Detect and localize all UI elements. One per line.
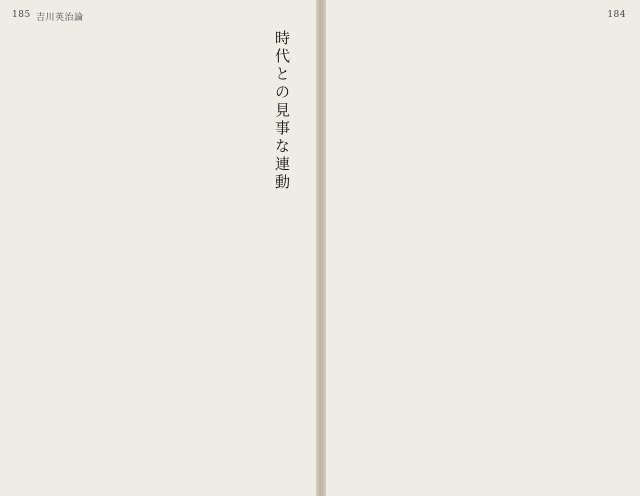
left-page-number: 185	[12, 10, 31, 20]
left-page-body	[20, 30, 302, 475]
running-title: 吉川英治論	[36, 13, 84, 23]
right-page-number: 184	[607, 10, 626, 20]
book-gutter	[316, 0, 326, 496]
section-heading: 時代との見事な連動	[273, 30, 291, 192]
right-page-body	[338, 30, 616, 475]
